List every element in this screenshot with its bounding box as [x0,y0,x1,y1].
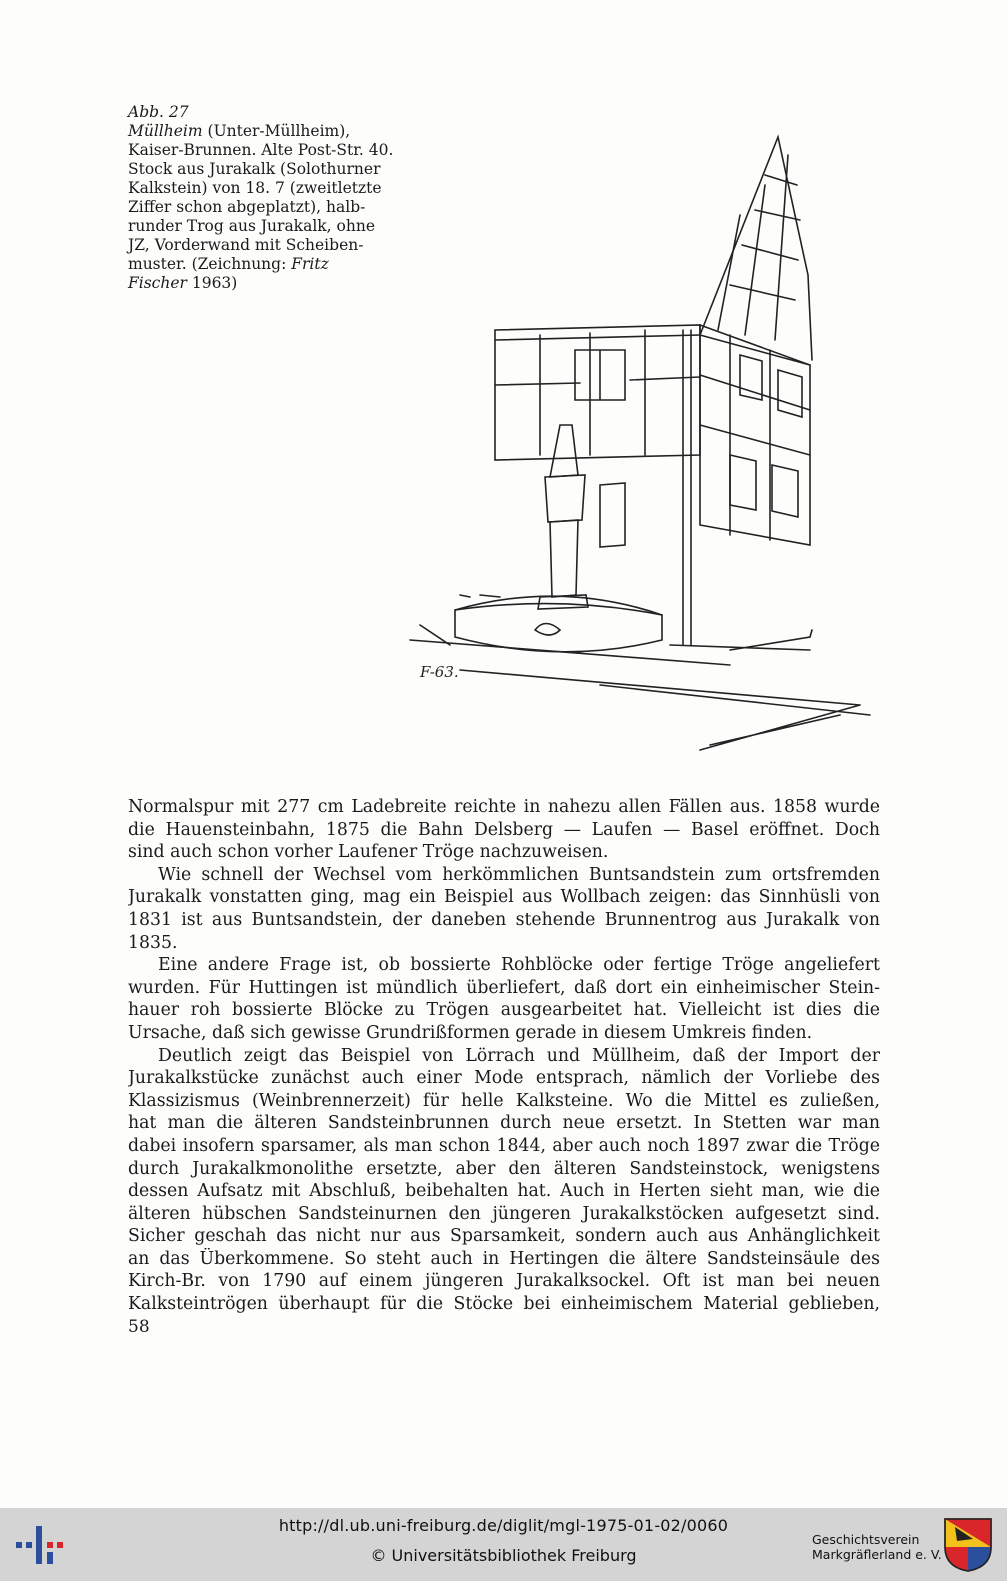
text-line: Deutlich zeigt das Beispiel von Lörrach und Müllheim, daß der Import der [158,1045,880,1066]
caption-line [128,236,428,255]
text-line: hat man die älteren Sandsteinbrunnen durch neue ersetzt. In Stetten war man [128,1113,880,1134]
text-line: Kalksteintrögen überhaupt für die Stöcke bei einheimischem Material geblieben, [128,1294,880,1315]
text-line: Sicher geschah das nicht nur aus Sparsamkeit, sondern auch aus Anhänglichkeit [128,1226,880,1247]
caption-italic: Fritz [291,255,329,273]
fountain-drawing [400,125,880,775]
caption-text: 1963) [186,274,238,292]
caption-line [128,141,428,160]
caption-line [128,179,428,198]
footer-copyright: © Universitätsbibliothek Freiburg [370,1546,637,1565]
figure-caption [128,103,428,293]
text-line: hauer roh bossierte Blöcke zu Trögen ausgearbeitet hat. Vielleicht ist dies die [128,1000,880,1021]
text-line: dabei insofern sparsamer, als man schon 1844, aber auch noch 1897 zwar die Tröge [128,1135,880,1156]
caption-italic: Fischer [128,274,187,292]
text-line: wurden. Für Huttingen ist mündlich überliefert, daß dort ein einheimischer Stein- [128,977,880,998]
coat-of-arms-icon [943,1517,993,1573]
text-line: Kirch-Br. von 1790 auf einem jüngeren Jurakalksockel. Oft ist man bei neuen [128,1271,880,1292]
caption-line [128,122,428,141]
caption-line [128,255,428,274]
caption-line [128,217,428,236]
caption-text: muster. (Zeichnung: [128,255,292,273]
text-line: an das Überkommene. So steht auch in Hertingen die ältere Sandsteinsäule des [128,1248,880,1269]
caption-text: Kaiser-Brunnen. Alte Post-Str. 40. [128,141,394,159]
text-line: Klassizismus (Weinbrennerzeit) für helle Kalksteine. Wo die Mittel es zuließen, [128,1090,880,1111]
caption-line [128,198,428,217]
caption-text: (Unter-Müllheim), [202,122,351,140]
text-line: Ursache, daß sich gewisse Grundrißformen gerade in diesem Umkreis finden. [128,1022,813,1043]
caption-line [128,160,428,179]
text-line: älteren hübschen Sandsteinurnen den jüngeren Jurakalkstöcken aufgesetzt sind. [128,1203,880,1224]
society-line-1: Geschichtsverein [812,1532,920,1547]
text-line: durch Jurakalkmonolithe ersetzte, aber den älteren Sandsteinstock, wenigstens [128,1158,880,1179]
body-text [128,796,880,1316]
text-line: dessen Aufsatz mit Abschluß, beibehalten hat. Auch in Herten sieht man, wie die [128,1181,880,1202]
text-line: die Hauensteinbahn, 1875 die Bahn Delsberg — Laufen — Basel eröffnet. Doch [128,819,880,840]
text-line: Wie schnell der Wechsel vom herkömmlichen Buntsandstein zum ortsfremden [158,864,880,885]
text-line: sind auch schon vorher Laufener Tröge nachzuweisen. [128,842,609,863]
caption-text: runder Trog aus Jurakalk, ohne [128,217,375,235]
caption-text: Kalkstein) von 18. 7 (zweitletzte [128,179,382,197]
text-line: 1831 ist aus Buntsandstein, der daneben stehende Brunnentrog aus Jurakalk von [128,909,880,930]
society-line-2: Markgräflerland e. V. [812,1547,942,1562]
caption-text: Ziffer schon abgeplatzt), halb- [128,198,366,216]
caption-text: Stock aus Jurakalk (Solothurner [128,160,381,178]
text-line: 1835. [128,932,178,953]
text-line: Normalspur mit 277 cm Ladebreite reichte in nahezu allen Fällen aus. 1858 wurde [128,797,880,817]
caption-text: JZ, Vorderwand mit Scheiben- [128,236,364,254]
caption-line [128,103,428,122]
text-line: Jurakalk vonstatten ging, mag ein Beispiel aus Wollbach zeigen: das Sinnhüsli von [128,887,880,908]
society-name [812,1532,942,1562]
page-number: 58 [128,1317,150,1337]
caption-italic: Müllheim [128,122,203,140]
text-line: Eine andere Frage ist, ob bossierte Rohblöcke oder fertige Tröge angeliefert [158,955,880,976]
text-line: Jurakalkstücke zunächst auch einer Mode entsprach, nämlich der Vorliebe des [128,1068,880,1089]
caption-line [128,274,428,293]
caption-italic: Abb. 27 [128,103,189,121]
drawing-signature: F-63. [420,663,459,681]
footer-url[interactable]: http://dl.ub.uni-freiburg.de/diglit/mgl-1975-01-02/0060 [278,1516,729,1535]
footer-bar [0,1508,1007,1581]
